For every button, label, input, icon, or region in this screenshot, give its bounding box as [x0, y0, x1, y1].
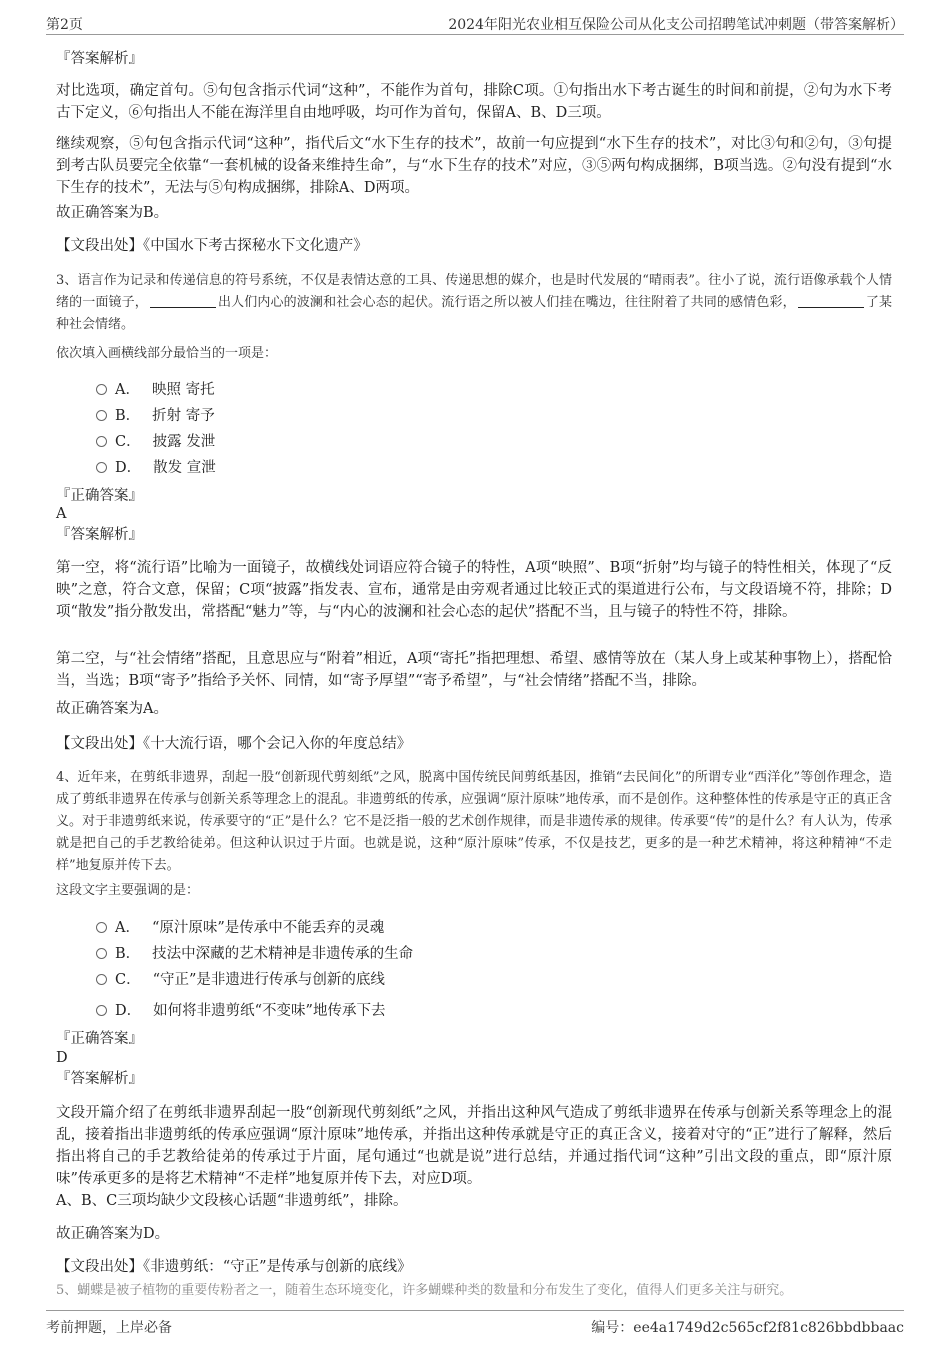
q3-analysis-p1: 第一空，将“流行语”比喻为一面镜子，故横线处词语应符合镜子的特性，A项“映照”、B项“折射”均与镜子的特性相关，体现了“反映”之意，符合文意，保留；C项“披露”指发表、宣布，通常是由旁观者通过比较正式的渠道进行公布，与文段语境不符，排除；D项“散发”指分散发出，常搭配“魅力”等，与“内心的波澜和社会心态的起伏”搭配不当，且与镜子的特性不符，排除。	[56, 560, 892, 620]
answer-analysis-label: 『答案解析』	[56, 1071, 143, 1087]
q4-analysis-p1: 文段开篇介绍了在剪纸非遗界刮起一股“创新现代剪刻纸”之风，并指出这种风气造成了剪纸非遗界在传承与创新关系等理念上的混乱，接着指出非遗剪纸的传承应强调“原汁原味”地传承，并指出这种传承就是守正的真正含义，接着对守的“正”进行了解释，然后指出将自己的手艺教给徒弟的传承过于片面，尾句通过“也就是说”进行总结，并通过指代词“这种”引出文段的重点，即“原汁原味”传承更多的是将艺术精神“不走样”地复原并传下去，对应D项。	[56, 1105, 892, 1187]
q2-analysis-p1: 对比选项，确定首句。⑤句包含指示代词“这种”，不能作为首句，排除C项。①句指出水下考古诞生的时间和前提，②句为水下考古下定义，⑥句指出人不能在海洋里自由地呼吸，均可作为首句，保留A、B、D三项。	[56, 83, 892, 121]
q4-conclusion: 故正确答案为D。	[56, 1226, 170, 1242]
q4-option-b[interactable]: B． 技法中深藏的艺术精神是非遗传承的生命	[96, 944, 413, 964]
page-number: 第2页	[46, 17, 83, 33]
q5-partial-stem: 5、蝴蝶是被子植物的重要传粉者之一，随着生态环境变化，许多蝴蝶种类的数量和分布发生了变化，值得人们更多关注与研究。	[56, 1283, 793, 1298]
q3-prompt: 依次填入画横线部分最恰当的一项是：	[56, 346, 278, 361]
radio-icon[interactable]	[96, 384, 107, 395]
q4-option-a[interactable]: A． “原汁原味”是传承中不能丢弃的灵魂	[96, 918, 384, 938]
radio-icon[interactable]	[96, 922, 107, 933]
page-footer	[46, 1310, 904, 1336]
source-prefix: 【文段出处】	[56, 736, 143, 752]
answer-analysis-label: 『答案解析』	[56, 527, 143, 543]
q3-blank-2	[798, 293, 864, 308]
q4-analysis-p2: A、B、C三项均缺少文段核心话题“非遗剪纸”，排除。	[56, 1193, 408, 1209]
radio-icon[interactable]	[96, 410, 107, 421]
q4-prompt: 这段文字主要强调的是：	[56, 883, 200, 898]
q4-option-c[interactable]: C． “守正”是非遗进行传承与创新的底线	[96, 970, 385, 990]
q3-analysis-p2: 第二空，与“社会情绪”搭配，且意思应与“附着”相近，A项“寄托”指把理想、希望、感情等放在（某人身上或某种事物上），搭配恰当，当选；B项“寄予”指给予关怀、同情，如“寄予厚望”“寄予希望”，与“社会情绪”搭配不当，排除。	[56, 651, 892, 689]
q4-source-title: 《非遗剪纸：“守正”是传承与创新的底线》	[143, 1259, 412, 1275]
correct-answer-label: 『正确答案』	[56, 1031, 143, 1047]
q3-source-title: 《十大流行语，哪个会记入你的年度总结》	[143, 736, 412, 752]
q4-stem: 4、近年来，在剪纸非遗界，刮起一股“创新现代剪刻纸”之风，脱离中国传统民间剪纸基因，推销“去民间化”的所谓专业“西洋化”等创作理念，造成了剪纸非遗界在传承与创新关系等理念上的混乱。非遗剪纸的传承，应强调“原汁原味”地传承，而不是创作。这种整体性的传承是守正的真正含义。对于非遗剪纸来说，传承要守的“正”是什么？它不是泛指一般的艺术创作规律，而是非遗传承的规律。传承要“传”的是什么？有人认为，传承就是把自己的手艺教给徒弟。但这种认识过于片面。也就是说，这种“原汁原味”传承，不仅是技艺，更多的是一种艺术精神，将这种精神“不走样”地复原并传下去。	[56, 770, 892, 873]
q3-stem	[56, 270, 892, 336]
q3-source	[56, 733, 892, 755]
document-title: 2024年阳光农业相互保险公司从化支公司招聘笔试冲刺题（带答案解析）	[448, 17, 904, 33]
q3-conclusion: 故正确答案为A。	[56, 701, 168, 717]
source-prefix: 【文段出处】	[56, 1259, 143, 1275]
q3-stem-part-b: 出人们内心的波澜和社会心态的起伏。流行语之所以被人们挂在嘴边，往往附着了共同的感情色彩，	[217, 295, 796, 310]
radio-icon[interactable]	[96, 948, 107, 959]
q3-option-d[interactable]: D． 散发 宣泄	[96, 458, 216, 478]
q2-source	[56, 235, 892, 257]
q3-stem-part-c: 了某种社会情绪。	[56, 295, 892, 332]
q4-answer: D	[56, 1050, 68, 1066]
answer-analysis-label: 『答案解析』	[56, 51, 143, 67]
footer-doc-id: 编号：ee4a1749d2c565cf2f81c826bbdbbaac	[591, 1320, 904, 1336]
q4-option-d[interactable]: D． 如何将非遗剪纸“不变味”地传承下去	[96, 1001, 385, 1021]
correct-answer-label: 『正确答案』	[56, 488, 143, 504]
radio-icon[interactable]	[96, 436, 107, 447]
q2-conclusion: 故正确答案为B。	[56, 205, 169, 221]
q3-option-c[interactable]: C． 披露 发泄	[96, 432, 215, 452]
q2-source-title: 《中国水下考古探秘水下文化遗产》	[143, 238, 368, 254]
page-header	[46, 12, 904, 35]
q4-source	[56, 1256, 892, 1278]
q3-option-b[interactable]: B． 折射 寄予	[96, 406, 215, 426]
q3-blank-1	[150, 293, 216, 308]
footer-slogan: 考前押题，上岸必备	[46, 1320, 172, 1336]
radio-icon[interactable]	[96, 1005, 107, 1016]
q3-option-a[interactable]: A． 映照 寄托	[96, 380, 215, 400]
source-prefix: 【文段出处】	[56, 238, 143, 254]
q2-analysis-p2: 继续观察，⑤句包含指示代词“这种”，指代后文“水下生存的技术”，故前一句应提到“水下生存的技术”，对比③句和②句，③句提到考古队员要完全依靠“一套机械的设备来维持生命”，与“水下生存的技术”对应，③⑤两句构成捆绑，B项当选。②句没有提到“水下生存的技术”，无法与⑤句构成捆绑，排除A、D两项。	[56, 136, 892, 196]
q3-stem-part-a: 3、语言作为记录和传递信息的符号系统，不仅是表情达意的工具、传递思想的媒介，也是时代发展的“晴雨表”。往小了说，流行语像承载个人情绪的一面镜子，	[56, 273, 892, 310]
q3-answer: A	[56, 506, 67, 522]
radio-icon[interactable]	[96, 974, 107, 985]
radio-icon[interactable]	[96, 462, 107, 473]
